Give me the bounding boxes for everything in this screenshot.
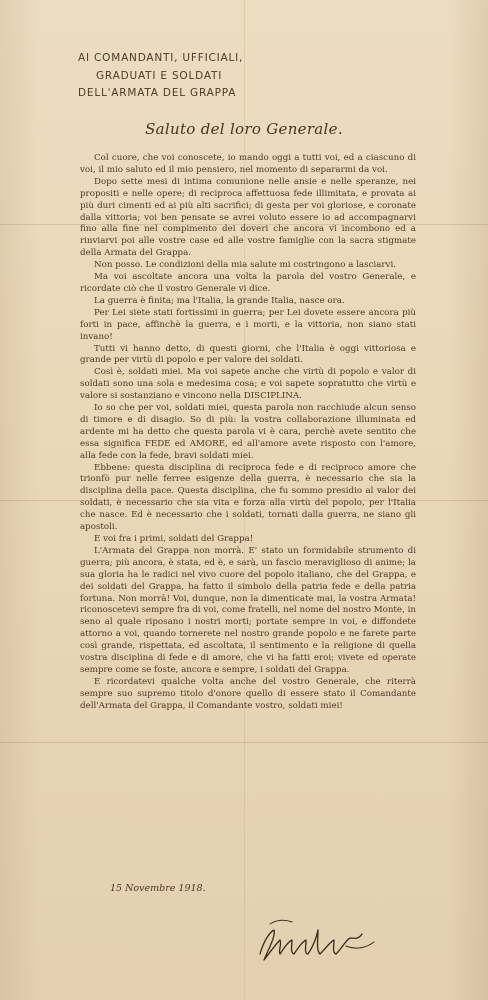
document-title: Saluto del loro Generale. [145, 120, 343, 138]
paragraph: Non posso. Le condizioni della mia salute mi costringono a lasciarvi. [94, 260, 396, 271]
addressee-line: GRADUATI E SOLDATI [96, 69, 223, 82]
paragraph: Tutti vi hanno detto, di questi giorni, che l'Italia è oggi vittoriosa e grande per virtù di popolo e per valore dei soldati. [80, 343, 416, 366]
paragraph: L'Armata del Grappa non morrà. E' stato un formidabile strumento di guerra; più ancora, è stata, ed è, e sarà, un fascio meraviglioso di anime; la sua gloria ha le radici nel vivo cuore del popolo italiano, che del Grappa, e dei soldati del Grappa, ha fatto il simbolo della patria fede e della patria fortuna. Non morrà! Voi, dunque, non la dimenticate mai, la vostra Armata! riconoscetevi sempre fra di voi, come fratelli, nel nome del nostro Monte, in seno al quale riposano i nostri morti; portate sempre in voi, e diffondete attorno a voi, quando tornerete nel nostro grande popolo e ne farete parte così grande, rispettata, ed ascoltata, il sentimento e la religione di quella vostra disciplina di fede e di amore, che vi ha fatti eroi; vivete ed operate sempre come se foste, ancora e sempre, i soldati del Grappa. [80, 545, 416, 675]
paragraph: Col cuore, che voi conoscete, io mando oggi a tutti voi, ed a ciascuno di voi, il mio saluto ed il mio pensiero, nel momento di separarmi da voi. [80, 153, 416, 175]
paragraph: Io so che per voi, soldati miei, questa parola non racchiude alcun senso di timore e di disagio. So di più: la vostra collaborazione illuminata ed ardente mi ha detto che questa parola vi è cara, perchè avete sentito che essa significa FEDE ed AMORE, ed all'amore avete risposto con l'amore, alla fede con la fede, bravi soldati miei. [80, 403, 416, 461]
letter-date: 15 Novembre 1918. [110, 883, 206, 894]
paragraph: Dopo sette mesi di intima comunione nelle ansie e nelle speranze, nei propositi e nelle opere; di reciproca affettuosa fede illimitata, e provata ai più duri cimenti ed ai più alti sacrifici; di gesta per voi gloriose, e coronate dalla vittoria; voi ben pensate se avrei voluto essere io ad accompagnarvi fino alla fine nel compimento dei doveri che ancora vi incombono ed a rinviarvi poi alle vostre case ed alle vostre famiglie con la sacra stigmate della Armata del Grappa. [80, 176, 416, 259]
letter-body [80, 153, 416, 713]
paragraph: E voi fra i primi, soldati del Grappa! [94, 534, 254, 544]
paragraph: Così è, soldati miei. Ma voi sapete anche che virtù di popolo e valor di soldati sono una sola e medesima cosa; e voi sapete sopratutto che virtù e valore si sostanziano e vincono nella DISCIPLINA. [80, 367, 416, 402]
paragraph: Per Lei siete stati fortissimi in guerra; per Lei dovete essere ancora più forti in pace, affinchè la guerra, e i morti, e la vittoria, non siano stati invano! [80, 307, 416, 342]
paragraph: E ricordatevi qualche volta anche del vostro Generale, che riterrà sempre suo supremo titolo d'onore quello di essere stato il Comandante dell'Armata del Grappa, il Comandante vostro, soldati miei! [80, 676, 416, 711]
paragraph: La guerra è finita; ma l'Italia, la grande Italia, nasce ora. [94, 295, 345, 306]
handwritten-signature [246, 910, 386, 970]
addressee-line: AI COMANDANTI, UFFICIALI, [78, 52, 244, 64]
addressee-block [78, 50, 318, 103]
paragraph: Ebbene: questa disciplina di reciproca fede e di reciproco amore che trionfò pur nelle ferree esigenze della guerra, è necessario che sia la disciplina della pace. Questa disciplina, che fu sommo presidio al valor dei soldati, è necessario che sia vita e forza alla virtù del popolo, per l'Italia che nasce. Ed è necessario che i soldati, tornati dalla guerra, ne siano gli apostoli. [80, 462, 416, 533]
addressee-line: DELL'ARMATA DEL GRAPPA [78, 87, 237, 99]
paragraph: Ma voi ascoltate ancora una volta la parola del vostro Generale, e ricordate ciò che il vostro Generale vi dice. [80, 272, 416, 294]
